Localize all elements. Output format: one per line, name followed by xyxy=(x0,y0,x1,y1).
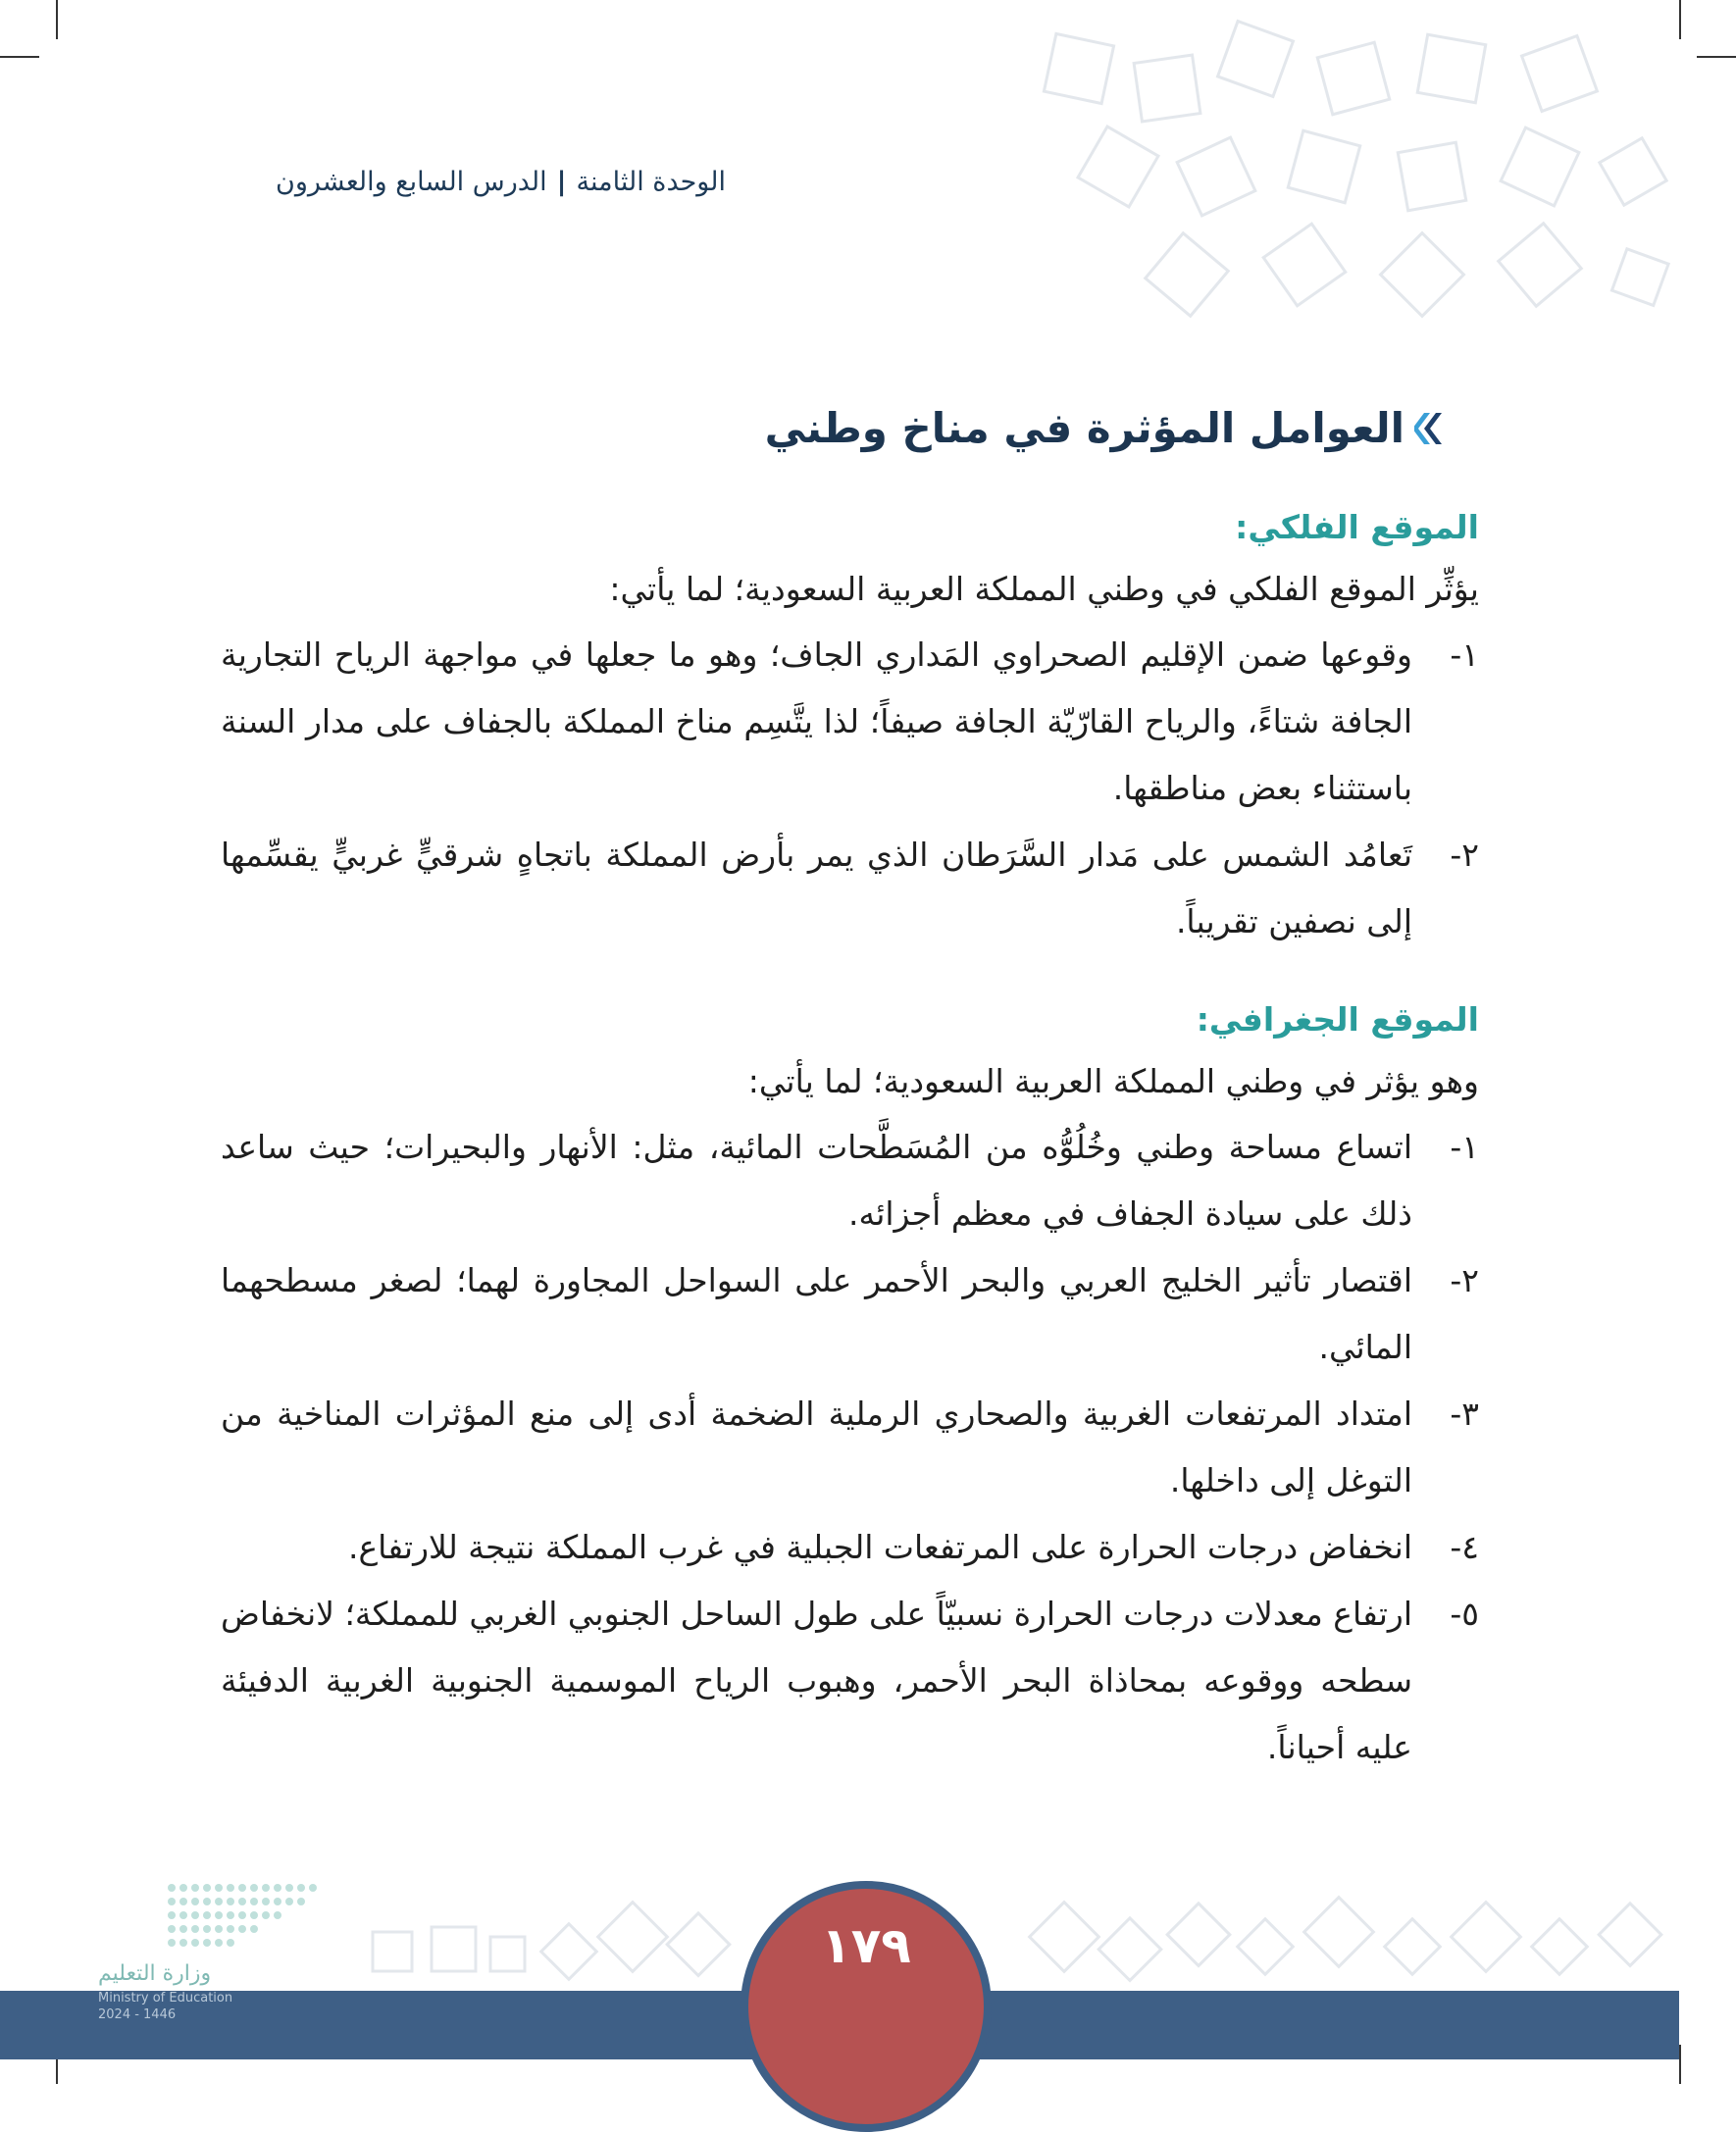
crop-mark-top-right-h xyxy=(1697,56,1736,58)
edition-year: 2024 - 1446 xyxy=(98,2007,177,2022)
item-text: ارتفاع معدلات درجات الحرارة نسبيّاً على طول الساحل الجنوبي الغربي للمملكة؛ لانخفاض سطحه ووقوعه بمحاذاة البحر الأحمر، وهبوب الرياح الموسمية الجنوبية الغربية الدفيئة عليه أحياناً. xyxy=(221,1595,1412,1766)
astronomical-list xyxy=(221,622,1479,955)
list-item xyxy=(221,1381,1479,1514)
list-item xyxy=(221,622,1479,822)
header-separator: | xyxy=(556,167,567,197)
item-number: ٢- xyxy=(1450,836,1479,874)
item-number: ١- xyxy=(1450,1128,1479,1166)
ministry-name-arabic: وزارة التعليم xyxy=(98,1961,212,1986)
page-header xyxy=(196,167,726,197)
crop-mark-top-right-v xyxy=(1679,0,1681,39)
item-number: ٢- xyxy=(1450,1261,1479,1299)
item-number: ٤- xyxy=(1450,1528,1479,1566)
item-text: وقوعها ضمن الإقليم الصحراوي المَداري الجاف؛ وهو ما جعلها في مواجهة الرياح التجارية الجافة شتاءً، والرياح القارّيّة الجافة صيفاً؛ لذا يتَّسِم مناخ المملكة بالجفاف على مدار السنة باستثناء بعض مناطقها. xyxy=(221,635,1412,807)
crop-mark-top-left-v xyxy=(56,0,58,39)
crop-mark-top-left-h xyxy=(0,56,39,58)
item-text: تَعامُد الشمس على مَدار السَّرَطان الذي يمر بأرض المملكة باتجاهٍ شرقيٍّ غربيٍّ يقسِّمها إلى نصفين تقريباً. xyxy=(221,836,1412,940)
item-number: ٣- xyxy=(1450,1395,1479,1433)
section-title: العوامل المؤثرة في مناخ وطني xyxy=(764,404,1404,452)
item-text: اتساع مساحة وطني وخُلُوُّه من المُسَطَّحات المائية، مثل: الأنهار والبحيرات؛ حيث ساعد ذلك على سيادة الجفاف في معظم أجزائه. xyxy=(221,1128,1412,1233)
list-item xyxy=(221,1581,1479,1781)
astronomical-heading: الموقع الفلكي: xyxy=(1235,508,1479,546)
list-item xyxy=(221,1114,1479,1247)
crop-mark-bottom-right-v xyxy=(1679,2045,1681,2084)
section-title-row xyxy=(461,404,1442,452)
ministry-name-english: Ministry of Education xyxy=(98,1991,233,2005)
item-number: ٥- xyxy=(1450,1595,1479,1633)
header-unit: الوحدة الثامنة xyxy=(576,167,726,197)
geographic-heading: الموقع الجغرافي: xyxy=(1196,1000,1479,1039)
geographic-intro: وهو يؤثر في وطني المملكة العربية السعودية؛ لما يأتي: xyxy=(747,1062,1479,1100)
astronomical-intro: يؤثِّر الموقع الفلكي في وطني المملكة العربية السعودية؛ لما يأتي: xyxy=(609,570,1479,608)
list-item xyxy=(221,1514,1479,1581)
item-text: اقتصار تأثير الخليج العربي والبحر الأحمر على السواحل المجاورة لهما؛ لصغر مسطحهما المائي. xyxy=(221,1261,1412,1366)
list-item xyxy=(221,822,1479,955)
double-chevron-icon xyxy=(1414,409,1442,448)
geographic-list xyxy=(221,1114,1479,1781)
page-content xyxy=(221,498,1479,1781)
item-text: انخفاض درجات الحرارة على المرتفعات الجبلية في غرب المملكة نتيجة للارتفاع. xyxy=(347,1528,1412,1566)
page-number: ١٧٩ xyxy=(821,1917,911,1974)
header-lesson: الدرس السابع والعشرون xyxy=(276,167,547,197)
item-number: ١- xyxy=(1450,635,1479,674)
item-text: امتداد المرتفعات الغربية والصحاري الرملية الضخمة أدى إلى منع المؤثرات المناخية من التوغل إلى داخلها. xyxy=(221,1395,1412,1499)
list-item xyxy=(221,1247,1479,1381)
